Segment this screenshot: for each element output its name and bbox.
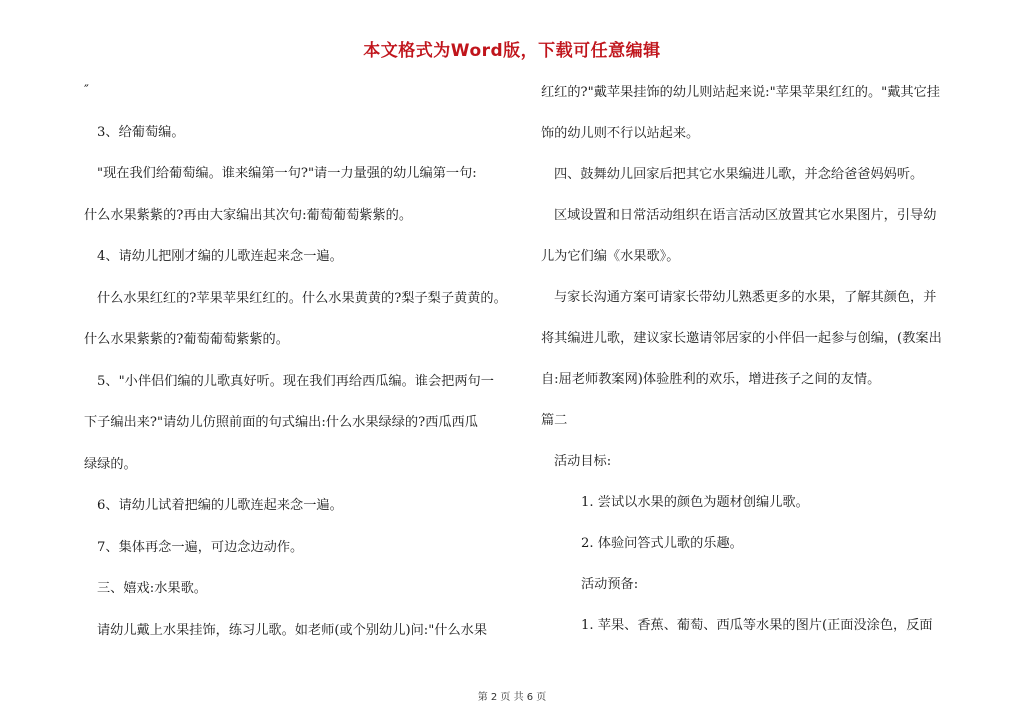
text-line: 将其编进儿歌，建议家长邀请邻居家的小伴侣一起参与创编，(教案出 bbox=[541, 331, 942, 346]
text-line: 3、给葡萄编。 bbox=[97, 124, 185, 140]
text-line: 4、请幼儿把刚才编的儿歌连起来念一遍。 bbox=[97, 249, 343, 264]
text-line: 2. 体验问答式儿歌的乐趣。 bbox=[581, 536, 743, 551]
text-line: "现在我们给葡萄编。谁来编第一句?"请一力量强的幼儿编第一句: bbox=[97, 166, 477, 181]
text-line: 儿为它们编《水果歌》。 bbox=[541, 249, 680, 264]
text-line: 什么水果紫紫的?再由大家编出其次句:葡萄葡萄紫紫的。 bbox=[84, 207, 413, 223]
text-line: 饰的幼儿则不行以站起来。 bbox=[541, 126, 700, 141]
document-banner: 本文格式为Word版，下载可任意编辑 bbox=[363, 41, 661, 61]
text-line: 与家长沟通方案可请家长带幼儿熟悉更多的水果，了解其颜色，并 bbox=[554, 290, 937, 305]
text-line: ″ bbox=[84, 83, 89, 98]
text-line: 请幼儿戴上水果挂饰，练习儿歌。如老师(或个别幼儿)问:"什么水果 bbox=[97, 622, 488, 638]
page-number: 第 2 页 共 6 页 bbox=[477, 692, 547, 703]
text-line: 6、请幼儿试着把编的儿歌连起来念一遍。 bbox=[97, 498, 343, 513]
text-line: 区域设置和日常活动组织在语言活动区放置其它水果图片，引导幼 bbox=[554, 208, 937, 223]
text-line: 1. 苹果、香蕉、葡萄、西瓜等水果的图片(正面没涂色，反面 bbox=[581, 618, 933, 633]
left-column bbox=[84, 76, 524, 657]
right-column bbox=[541, 78, 966, 652]
text-line: 四、鼓舞幼儿回家后把其它水果编进儿歌，并念给爸爸妈妈听。 bbox=[554, 167, 924, 182]
text-line: 红红的?"戴苹果挂饰的幼儿则站起来说:"苹果苹果红红的。"戴其它挂 bbox=[541, 85, 940, 100]
section-heading: 篇二 bbox=[541, 413, 568, 428]
text-line: 三、嬉戏:水果歌。 bbox=[97, 581, 207, 596]
text-line: 绿绿的。 bbox=[84, 456, 137, 472]
text-line: 下子编出来?"请幼儿仿照前面的句式编出:什么水果绿绿的?西瓜西瓜 bbox=[84, 415, 478, 430]
text-line: 活动目标: bbox=[554, 454, 612, 469]
text-line: 什么水果红红的?苹果苹果红红的。什么水果黄黄的?梨子梨子黄黄的。 bbox=[97, 290, 507, 306]
text-line: 1. 尝试以水果的颜色为题材创编儿歌。 bbox=[581, 495, 809, 510]
text-line: 7、集体再念一遍，可边念边动作。 bbox=[97, 539, 304, 555]
text-line: 活动预备: bbox=[581, 577, 639, 592]
text-line: 5、"小伴侣们编的儿歌真好听。现在我们再给西瓜编。谁会把两句一 bbox=[97, 373, 494, 389]
text-line: 自:屈老师教案网)体验胜利的欢乐，增进孩子之间的友情。 bbox=[541, 372, 881, 387]
text-line: 什么水果紫紫的?葡萄葡萄紫紫的。 bbox=[84, 332, 289, 347]
